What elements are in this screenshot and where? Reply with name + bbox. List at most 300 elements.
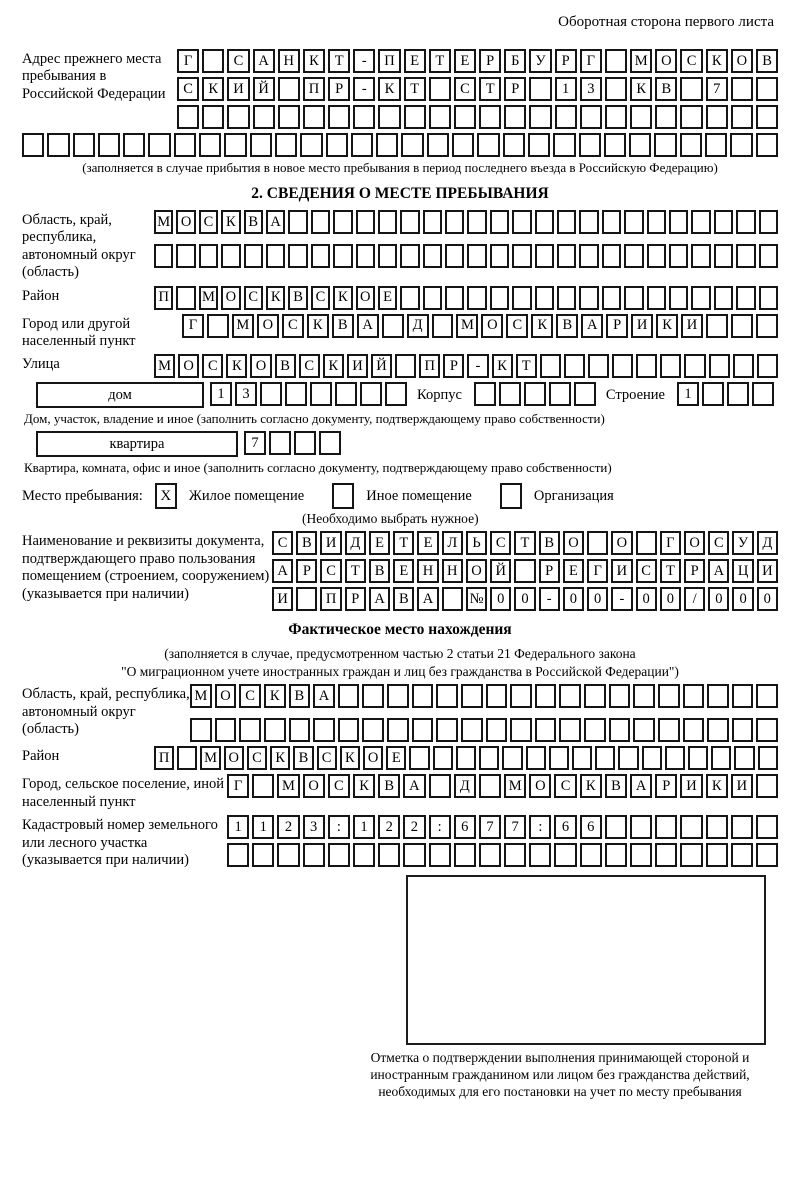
char-cell[interactable] xyxy=(633,718,655,742)
char-cell[interactable]: Г xyxy=(660,531,681,555)
char-cell[interactable] xyxy=(658,684,680,708)
char-cell[interactable] xyxy=(502,746,522,770)
char-cell[interactable] xyxy=(362,684,384,708)
char-cell[interactable] xyxy=(734,746,754,770)
char-cell[interactable]: К xyxy=(630,77,652,101)
char-cell[interactable] xyxy=(252,774,274,798)
char-cell[interactable]: А xyxy=(253,49,275,73)
char-cell[interactable]: Г xyxy=(227,774,249,798)
char-cell[interactable]: К xyxy=(492,354,513,378)
char-cell[interactable] xyxy=(275,133,297,157)
char-cell[interactable] xyxy=(73,133,95,157)
char-cell[interactable]: А xyxy=(369,587,390,611)
char-cell[interactable] xyxy=(759,286,778,310)
char-cell[interactable]: Н xyxy=(417,559,438,583)
char-cell[interactable]: В xyxy=(275,354,296,378)
char-cell[interactable] xyxy=(288,244,307,268)
char-cell[interactable] xyxy=(707,684,729,708)
char-cell[interactable] xyxy=(736,286,755,310)
char-cell[interactable] xyxy=(356,210,375,234)
char-cell[interactable] xyxy=(732,684,754,708)
char-cell[interactable]: Т xyxy=(514,531,535,555)
char-cell[interactable]: В xyxy=(289,684,311,708)
char-cell[interactable]: 2 xyxy=(378,815,400,839)
char-cell[interactable]: Р xyxy=(443,354,464,378)
char-cell[interactable]: Ь xyxy=(466,531,487,555)
char-cell[interactable] xyxy=(429,843,451,867)
char-cell[interactable] xyxy=(655,843,677,867)
char-cell[interactable] xyxy=(404,105,426,129)
char-cell[interactable]: Ц xyxy=(732,559,753,583)
char-cell[interactable] xyxy=(512,210,531,234)
char-cell[interactable]: В xyxy=(556,314,578,338)
char-cell[interactable]: 0 xyxy=(563,587,584,611)
char-cell[interactable]: Р xyxy=(328,77,350,101)
char-cell[interactable] xyxy=(680,105,702,129)
char-cell[interactable]: В xyxy=(655,77,677,101)
char-cell[interactable] xyxy=(512,244,531,268)
char-cell[interactable] xyxy=(602,244,621,268)
char-cell[interactable] xyxy=(260,382,282,406)
char-cell[interactable]: 0 xyxy=(587,587,608,611)
char-cell[interactable] xyxy=(579,133,601,157)
char-cell[interactable] xyxy=(660,354,681,378)
char-cell[interactable] xyxy=(303,105,325,129)
char-cell[interactable] xyxy=(395,354,416,378)
char-cell[interactable]: К xyxy=(303,49,325,73)
char-cell[interactable]: М xyxy=(190,684,212,708)
char-cell[interactable]: Т xyxy=(479,77,501,101)
char-cell[interactable]: П xyxy=(378,49,400,73)
char-cell[interactable]: О xyxy=(250,354,271,378)
char-cell[interactable]: Г xyxy=(587,559,608,583)
char-cell[interactable] xyxy=(669,210,688,234)
char-cell[interactable] xyxy=(731,843,753,867)
char-cell[interactable]: 0 xyxy=(732,587,753,611)
char-cell[interactable] xyxy=(294,431,316,455)
char-cell[interactable] xyxy=(378,105,400,129)
char-cell[interactable]: П xyxy=(419,354,440,378)
char-cell[interactable] xyxy=(528,133,550,157)
char-cell[interactable]: К xyxy=(264,684,286,708)
char-cell[interactable] xyxy=(529,77,551,101)
char-cell[interactable]: - xyxy=(611,587,632,611)
char-cell[interactable]: / xyxy=(684,587,705,611)
char-cell[interactable] xyxy=(176,286,195,310)
char-cell[interactable]: М xyxy=(200,746,220,770)
char-cell[interactable] xyxy=(467,210,486,234)
char-cell[interactable] xyxy=(333,210,352,234)
char-cell[interactable] xyxy=(655,105,677,129)
char-cell[interactable]: Р xyxy=(345,587,366,611)
char-cell[interactable] xyxy=(535,244,554,268)
char-cell[interactable] xyxy=(445,244,464,268)
char-cell[interactable] xyxy=(756,815,778,839)
char-cell[interactable] xyxy=(400,286,419,310)
char-cell[interactable] xyxy=(250,133,272,157)
char-cell[interactable]: В xyxy=(244,210,263,234)
char-cell[interactable] xyxy=(535,286,554,310)
char-cell[interactable]: А xyxy=(272,559,293,583)
char-cell[interactable] xyxy=(758,746,778,770)
char-cell[interactable] xyxy=(736,244,755,268)
char-cell[interactable]: Д xyxy=(454,774,476,798)
char-cell[interactable]: К xyxy=(656,314,678,338)
char-cell[interactable] xyxy=(423,210,442,234)
char-cell[interactable]: И xyxy=(272,587,293,611)
char-cell[interactable] xyxy=(499,382,521,406)
char-cell[interactable] xyxy=(239,718,261,742)
char-cell[interactable]: Р xyxy=(606,314,628,338)
char-cell[interactable]: А xyxy=(708,559,729,583)
char-cell[interactable]: : xyxy=(429,815,451,839)
char-cell[interactable]: : xyxy=(328,815,350,839)
char-cell[interactable] xyxy=(456,746,476,770)
char-cell[interactable]: Е xyxy=(454,49,476,73)
char-cell[interactable]: В xyxy=(539,531,560,555)
char-cell[interactable] xyxy=(691,244,710,268)
char-cell[interactable]: С xyxy=(282,314,304,338)
char-cell[interactable] xyxy=(524,382,546,406)
char-cell[interactable] xyxy=(705,133,727,157)
char-cell[interactable]: Е xyxy=(404,49,426,73)
char-cell[interactable]: О xyxy=(684,531,705,555)
char-cell[interactable]: С xyxy=(317,746,337,770)
char-cell[interactable]: С xyxy=(320,559,341,583)
char-cell[interactable]: 2 xyxy=(277,815,299,839)
char-cell[interactable] xyxy=(490,286,509,310)
char-cell[interactable]: - xyxy=(353,77,375,101)
char-cell[interactable] xyxy=(387,684,409,708)
char-cell[interactable]: О xyxy=(224,746,244,770)
char-cell[interactable] xyxy=(549,746,569,770)
char-cell[interactable]: К xyxy=(706,774,728,798)
char-cell[interactable] xyxy=(227,843,249,867)
char-cell[interactable] xyxy=(376,133,398,157)
char-cell[interactable]: О xyxy=(481,314,503,338)
char-cell[interactable]: С xyxy=(177,77,199,101)
char-cell[interactable] xyxy=(278,77,300,101)
char-cell[interactable] xyxy=(335,382,357,406)
char-cell[interactable]: В xyxy=(332,314,354,338)
char-cell[interactable]: Д xyxy=(757,531,778,555)
char-cell[interactable] xyxy=(436,684,458,708)
char-cell[interactable]: Л xyxy=(442,531,463,555)
char-cell[interactable]: Й xyxy=(490,559,511,583)
char-cell[interactable] xyxy=(706,815,728,839)
char-cell[interactable]: К xyxy=(531,314,553,338)
char-cell[interactable] xyxy=(630,815,652,839)
char-cell[interactable] xyxy=(479,774,501,798)
char-cell[interactable] xyxy=(605,815,627,839)
char-cell[interactable]: И xyxy=(320,531,341,555)
char-cell[interactable]: С xyxy=(247,746,267,770)
char-cell[interactable] xyxy=(227,105,249,129)
char-cell[interactable] xyxy=(680,77,702,101)
char-cell[interactable]: Е xyxy=(393,559,414,583)
char-cell[interactable] xyxy=(756,105,778,129)
char-cell[interactable] xyxy=(174,133,196,157)
char-cell[interactable]: С xyxy=(272,531,293,555)
char-cell[interactable]: 3 xyxy=(580,77,602,101)
char-cell[interactable] xyxy=(642,746,662,770)
char-cell[interactable]: 1 xyxy=(353,815,375,839)
char-cell[interactable]: Т xyxy=(429,49,451,73)
char-cell[interactable] xyxy=(624,210,643,234)
char-cell[interactable]: К xyxy=(202,77,224,101)
char-cell[interactable] xyxy=(680,133,702,157)
char-cell[interactable] xyxy=(353,843,375,867)
char-cell[interactable]: О xyxy=(529,774,551,798)
char-cell[interactable]: Д xyxy=(407,314,429,338)
char-cell[interactable]: Н xyxy=(278,49,300,73)
char-cell[interactable]: Т xyxy=(516,354,537,378)
char-cell[interactable]: 0 xyxy=(514,587,535,611)
char-cell[interactable] xyxy=(579,210,598,234)
char-cell[interactable] xyxy=(474,382,496,406)
char-cell[interactable] xyxy=(412,718,434,742)
char-cell[interactable]: 7 xyxy=(706,77,728,101)
checkbox-organization[interactable] xyxy=(500,483,522,509)
char-cell[interactable] xyxy=(557,286,576,310)
char-cell[interactable] xyxy=(714,286,733,310)
char-cell[interactable]: С xyxy=(636,559,657,583)
char-cell[interactable] xyxy=(123,133,145,157)
char-cell[interactable] xyxy=(633,684,655,708)
char-cell[interactable] xyxy=(759,244,778,268)
char-cell[interactable]: Е xyxy=(386,746,406,770)
char-cell[interactable] xyxy=(288,210,307,234)
char-cell[interactable] xyxy=(731,105,753,129)
char-cell[interactable]: И xyxy=(731,774,753,798)
char-cell[interactable]: С xyxy=(554,774,576,798)
char-cell[interactable] xyxy=(264,718,286,742)
char-cell[interactable]: К xyxy=(378,77,400,101)
char-cell[interactable] xyxy=(756,774,778,798)
char-cell[interactable] xyxy=(647,286,666,310)
char-cell[interactable]: О xyxy=(563,531,584,555)
char-cell[interactable]: 0 xyxy=(490,587,511,611)
char-cell[interactable] xyxy=(605,843,627,867)
char-cell[interactable] xyxy=(445,286,464,310)
char-cell[interactable] xyxy=(540,354,561,378)
char-cell[interactable]: О xyxy=(221,286,240,310)
char-cell[interactable] xyxy=(427,133,449,157)
char-cell[interactable] xyxy=(605,49,627,73)
char-cell[interactable] xyxy=(467,244,486,268)
char-cell[interactable] xyxy=(378,244,397,268)
char-cell[interactable] xyxy=(338,718,360,742)
char-cell[interactable]: С xyxy=(202,354,223,378)
char-cell[interactable] xyxy=(706,843,728,867)
char-cell[interactable]: 0 xyxy=(757,587,778,611)
char-cell[interactable] xyxy=(429,105,451,129)
char-cell[interactable]: М xyxy=(456,314,478,338)
char-cell[interactable]: - xyxy=(353,49,375,73)
char-cell[interactable] xyxy=(602,210,621,234)
checkbox-other-premises[interactable] xyxy=(332,483,354,509)
char-cell[interactable]: 0 xyxy=(708,587,729,611)
char-cell[interactable]: А xyxy=(266,210,285,234)
char-cell[interactable] xyxy=(756,684,778,708)
char-cell[interactable]: Н xyxy=(442,559,463,583)
char-cell[interactable]: 3 xyxy=(303,815,325,839)
char-cell[interactable] xyxy=(624,244,643,268)
char-cell[interactable] xyxy=(490,244,509,268)
char-cell[interactable] xyxy=(338,684,360,708)
char-cell[interactable] xyxy=(177,105,199,129)
char-cell[interactable] xyxy=(429,77,451,101)
char-cell[interactable] xyxy=(296,587,317,611)
char-cell[interactable]: У xyxy=(529,49,551,73)
char-cell[interactable] xyxy=(486,718,508,742)
char-cell[interactable] xyxy=(647,210,666,234)
char-cell[interactable] xyxy=(199,133,221,157)
char-cell[interactable]: В xyxy=(378,774,400,798)
char-cell[interactable] xyxy=(669,286,688,310)
char-cell[interactable]: И xyxy=(757,559,778,583)
char-cell[interactable]: - xyxy=(467,354,488,378)
char-cell[interactable] xyxy=(588,354,609,378)
char-cell[interactable]: И xyxy=(680,774,702,798)
char-cell[interactable] xyxy=(683,718,705,742)
char-cell[interactable]: Р xyxy=(555,49,577,73)
char-cell[interactable] xyxy=(629,133,651,157)
char-cell[interactable]: К xyxy=(580,774,602,798)
char-cell[interactable] xyxy=(479,746,499,770)
char-cell[interactable]: 7 xyxy=(479,815,501,839)
char-cell[interactable] xyxy=(756,843,778,867)
char-cell[interactable] xyxy=(353,105,375,129)
char-cell[interactable]: И xyxy=(611,559,632,583)
char-cell[interactable]: Г xyxy=(580,49,602,73)
char-cell[interactable] xyxy=(731,314,753,338)
char-cell[interactable] xyxy=(604,133,626,157)
char-cell[interactable] xyxy=(706,314,728,338)
char-cell[interactable]: М xyxy=(154,210,173,234)
char-cell[interactable]: Е xyxy=(378,286,397,310)
char-cell[interactable] xyxy=(512,286,531,310)
char-cell[interactable]: И xyxy=(681,314,703,338)
char-cell[interactable] xyxy=(486,684,508,708)
char-cell[interactable]: Б xyxy=(504,49,526,73)
char-cell[interactable] xyxy=(490,210,509,234)
char-cell[interactable] xyxy=(461,684,483,708)
char-cell[interactable]: Г xyxy=(182,314,204,338)
char-cell[interactable] xyxy=(572,746,592,770)
char-cell[interactable] xyxy=(559,718,581,742)
char-cell[interactable]: Т xyxy=(345,559,366,583)
char-cell[interactable] xyxy=(479,843,501,867)
char-cell[interactable] xyxy=(688,746,708,770)
char-cell[interactable]: В xyxy=(756,49,778,73)
char-cell[interactable]: 7 xyxy=(504,815,526,839)
char-cell[interactable] xyxy=(278,105,300,129)
char-cell[interactable] xyxy=(221,244,240,268)
char-cell[interactable] xyxy=(400,244,419,268)
char-cell[interactable] xyxy=(756,77,778,101)
char-cell[interactable] xyxy=(423,286,442,310)
char-cell[interactable] xyxy=(757,354,778,378)
char-cell[interactable]: Т xyxy=(328,49,350,73)
char-cell[interactable] xyxy=(378,843,400,867)
char-cell[interactable] xyxy=(711,746,731,770)
char-cell[interactable]: : xyxy=(529,815,551,839)
char-cell[interactable]: К xyxy=(307,314,329,338)
char-cell[interactable] xyxy=(244,244,263,268)
char-cell[interactable]: 3 xyxy=(235,382,257,406)
char-cell[interactable] xyxy=(731,77,753,101)
char-cell[interactable] xyxy=(22,133,44,157)
char-cell[interactable] xyxy=(691,286,710,310)
char-cell[interactable] xyxy=(409,746,429,770)
char-cell[interactable] xyxy=(555,105,577,129)
char-cell[interactable] xyxy=(385,382,407,406)
char-cell[interactable] xyxy=(595,746,615,770)
char-cell[interactable]: М xyxy=(630,49,652,73)
char-cell[interactable]: В xyxy=(288,286,307,310)
char-cell[interactable]: О xyxy=(257,314,279,338)
char-cell[interactable] xyxy=(680,843,702,867)
char-cell[interactable] xyxy=(612,354,633,378)
char-cell[interactable] xyxy=(442,587,463,611)
char-cell[interactable] xyxy=(584,718,606,742)
char-cell[interactable] xyxy=(759,210,778,234)
char-cell[interactable] xyxy=(658,718,680,742)
char-cell[interactable]: М xyxy=(277,774,299,798)
char-cell[interactable] xyxy=(412,684,434,708)
char-cell[interactable] xyxy=(702,382,724,406)
char-cell[interactable] xyxy=(618,746,638,770)
char-cell[interactable] xyxy=(665,746,685,770)
char-cell[interactable] xyxy=(269,431,291,455)
char-cell[interactable] xyxy=(401,133,423,157)
char-cell[interactable] xyxy=(557,244,576,268)
char-cell[interactable] xyxy=(176,244,195,268)
char-cell[interactable]: А xyxy=(357,314,379,338)
char-cell[interactable] xyxy=(202,49,224,73)
char-cell[interactable]: И xyxy=(227,77,249,101)
char-cell[interactable] xyxy=(454,843,476,867)
char-cell[interactable] xyxy=(559,684,581,708)
char-cell[interactable] xyxy=(479,105,501,129)
char-cell[interactable] xyxy=(574,382,596,406)
char-cell[interactable] xyxy=(429,774,451,798)
char-cell[interactable] xyxy=(400,210,419,234)
char-cell[interactable] xyxy=(503,133,525,157)
char-cell[interactable] xyxy=(202,105,224,129)
char-cell[interactable] xyxy=(732,718,754,742)
char-cell[interactable]: С xyxy=(454,77,476,101)
char-cell[interactable]: № xyxy=(466,587,487,611)
char-cell[interactable] xyxy=(549,382,571,406)
char-cell[interactable] xyxy=(683,684,705,708)
char-cell[interactable] xyxy=(630,843,652,867)
char-cell[interactable]: С xyxy=(328,774,350,798)
char-cell[interactable]: Р xyxy=(479,49,501,73)
char-cell[interactable]: П xyxy=(320,587,341,611)
char-cell[interactable] xyxy=(636,531,657,555)
char-cell[interactable] xyxy=(535,210,554,234)
char-cell[interactable] xyxy=(655,815,677,839)
char-cell[interactable] xyxy=(252,843,274,867)
char-cell[interactable] xyxy=(624,286,643,310)
char-cell[interactable]: С xyxy=(311,286,330,310)
char-cell[interactable] xyxy=(680,815,702,839)
char-cell[interactable] xyxy=(709,354,730,378)
char-cell[interactable]: О xyxy=(611,531,632,555)
char-cell[interactable]: В xyxy=(369,559,390,583)
